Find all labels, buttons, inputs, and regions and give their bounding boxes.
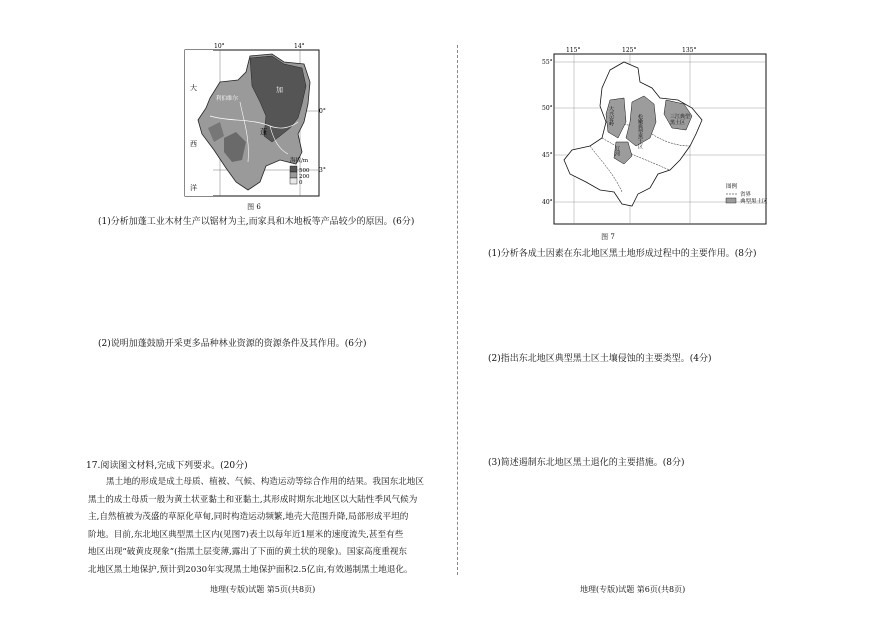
label-sanjiang: 三江典型	[670, 114, 691, 120]
northeast-china-map-svg	[540, 42, 780, 232]
material-line-3: 主,自然植被为茂盛的草原化草甸,同时构造运动频繁,地壳大范围升降,局部形成平坦的	[88, 512, 409, 522]
legend-title: 海拔/m	[290, 158, 309, 164]
question-17-material	[88, 474, 448, 579]
lat-label-3: 3°	[319, 167, 326, 174]
label-liaohe: 辽河	[614, 146, 620, 156]
figure-7-caption: 图 7	[601, 233, 615, 241]
lat-label-0: 0°	[319, 108, 326, 115]
footer-right: 地理(专版)试题 第6页(共8页)	[580, 585, 686, 594]
lat-label-45: 45°	[542, 152, 553, 159]
lat-label-50: 50°	[542, 105, 553, 112]
material-line-1: 黑土地的形成是成土母质、植被、气候、构造运动等综合作用的结果。我国东北地区	[106, 477, 424, 487]
question-17-2: (2)指出东北地区典型黑土区土壤侵蚀的主要类型。(4分)	[488, 354, 712, 364]
material-line-5: 地区出现“破黄皮现象”(指黑土层变薄,露出了下面的黄土状的现象)。国家高度重视东	[88, 547, 408, 557]
lon-label-125: 125°	[622, 47, 637, 54]
gabon-map-svg	[180, 42, 325, 202]
question-17-1: (1)分析各成土因素在东北地区黑土地形成过程中的主要作用。(8分)	[488, 249, 757, 259]
label-xi: 西	[190, 140, 197, 148]
label-peng: 蓬	[260, 128, 267, 136]
label-jia: 加	[276, 86, 283, 94]
legend7-province: 省界	[740, 192, 752, 198]
label-sanjiang-2: 黑土区	[670, 120, 686, 126]
question-17-3: (3)简述遏制东北地区黑土退化的主要措施。(8分)	[488, 458, 685, 468]
label-daxinganling: 大兴安岭	[608, 106, 614, 126]
label-songnen: 松嫩典型黑土区	[637, 114, 643, 149]
question-17-title: 17.阅读图文材料,完成下列要求。(20分)	[86, 461, 248, 471]
legend-500: 500	[299, 168, 310, 174]
material-line-6: 北地区黑土地保护,预计到2030年实现黑土地保护面积2.5亿亩,有效遏制黑土地退化。	[88, 564, 413, 575]
question-16-2: (2)说明加蓬鼓励开采更多品种林业资源的资源条件及其作用。(6分)	[98, 339, 367, 349]
legend-200: 200	[299, 174, 310, 180]
question-16-1: (1)分析加蓬工业木材生产以锯材为主,而家具和木地板等产品较少的原因。(6分)	[98, 217, 415, 227]
figure-7-map	[540, 42, 780, 236]
lon-label-10: 10°	[214, 43, 225, 50]
lon-label-115: 115°	[566, 47, 581, 54]
material-line-4: 阶地。目前,东北地区典型黑土区内(见图7)表土以每年近1厘米的速度流失,甚至有些	[88, 529, 404, 540]
material-line-2: 黑土的成土母质一般为黄土状亚黏土和亚黏土,其形成时期东北地区以大陆性季风气候为	[88, 494, 418, 505]
lon-label-14: 14°	[294, 43, 305, 50]
label-da: 大	[190, 84, 197, 92]
lon-label-135: 135°	[682, 47, 697, 54]
figure-6-caption: 图 6	[247, 203, 261, 211]
figure-6-map	[180, 42, 325, 206]
legend7-blacksoil: 典型黑土区	[740, 199, 768, 205]
legend-0: 0	[299, 180, 303, 186]
label-libreville: 利伯维尔	[216, 96, 239, 102]
lat-label-40: 40°	[542, 199, 553, 206]
label-yang: 洋	[190, 184, 197, 192]
footer-left: 地理(专版)试题 第5页(共8页)	[210, 585, 316, 594]
lat-label-55: 55°	[542, 59, 553, 66]
page-divider	[457, 45, 458, 575]
legend7-title: 图例	[726, 184, 738, 190]
